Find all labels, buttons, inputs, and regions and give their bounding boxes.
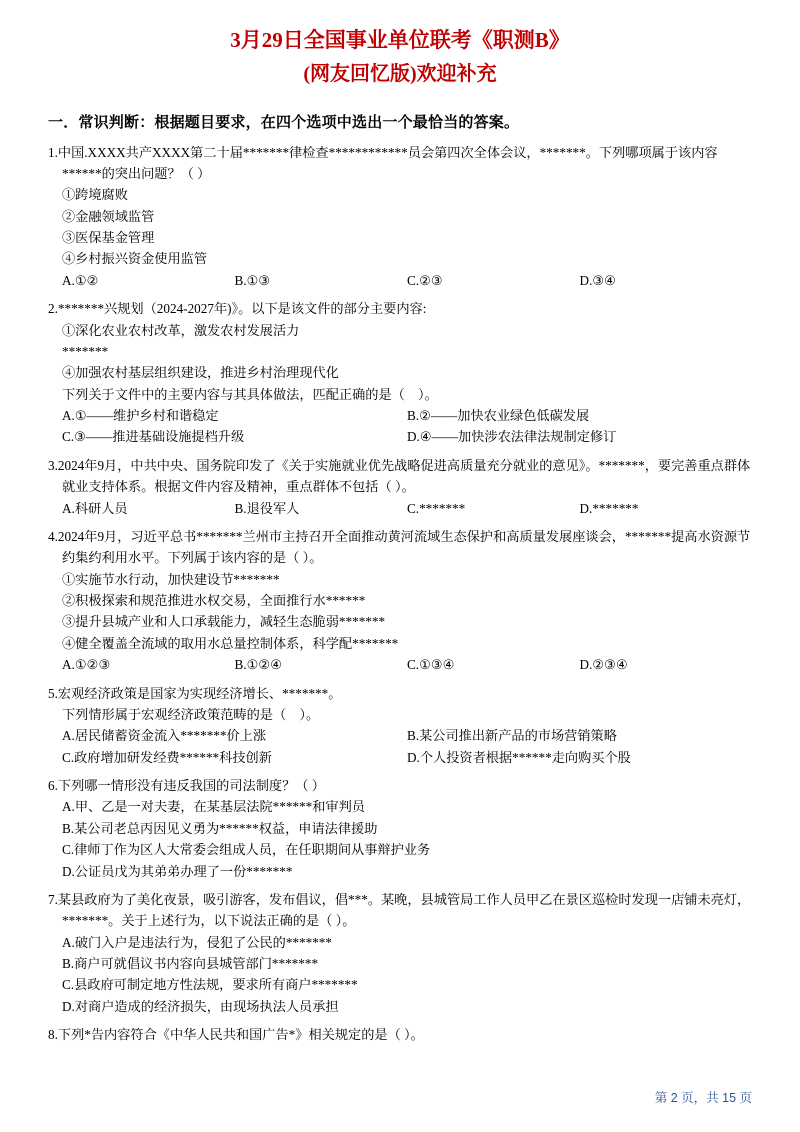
question-line: ③医保基金管理 bbox=[62, 230, 155, 246]
question-stem: 1.中国.XXXX共产XXXX第二十届*******律检查************员会第四次全体会议，*******。下列哪项属于该内容******的突出问题？（ ） bbox=[48, 144, 718, 181]
document-title-line2: (网友回忆版)欢迎补充 bbox=[303, 62, 497, 85]
option-row bbox=[48, 654, 752, 675]
option-a[interactable]: A.居民储蓄资金流入*******价上涨 bbox=[62, 728, 267, 744]
option-c[interactable]: C.政府增加研发经费******科技创新 bbox=[62, 749, 272, 765]
question-item bbox=[48, 889, 752, 1017]
question-line: ③提升县城产业和人口承载能力，减轻生态脆弱******* bbox=[62, 614, 386, 630]
option-d[interactable]: D.④——加快涉农法律法规制定修订 bbox=[407, 429, 617, 445]
question-item bbox=[48, 1024, 752, 1045]
option-row bbox=[48, 747, 752, 768]
question-line: 下列情形属于宏观经济政策范畴的是（ ）。 bbox=[62, 706, 320, 722]
question-stem: 3.2024年9月，中共中央、国务院印发了《关于实施就业优先战略促进高质量充分就业的意见》。*******，要完善重点群体就业支持体系。根据文件内容及精神，重点群体不包括（ ）。 bbox=[48, 457, 751, 495]
option-b[interactable]: B.①②④ bbox=[234, 657, 283, 673]
question-stem: 7.某县政府为了美化夜景，吸引游客，发布倡议，倡***。某晚，县城管局工作人员甲乙在景区巡检时发现一店铺未亮灯，*******。关于上述行为，以下说法正确的是（ ）。 bbox=[48, 891, 751, 929]
question-item bbox=[48, 775, 752, 882]
question-line: ①跨境腐败 bbox=[62, 187, 128, 203]
option-d[interactable]: D.******* bbox=[579, 500, 639, 516]
option-b[interactable]: B.退役军人 bbox=[234, 500, 300, 516]
question-item bbox=[48, 455, 752, 519]
option-d[interactable]: D.②③④ bbox=[579, 657, 628, 673]
question-line: ④健全覆盖全流域的取用水总量控制体系，科学配******* bbox=[62, 635, 399, 651]
option-c[interactable]: C.县政府可制定地方性法规，要求所有商户******* bbox=[62, 977, 358, 993]
question-item bbox=[48, 683, 752, 769]
option-b[interactable]: B.②——加快农业绿色低碳发展 bbox=[407, 408, 590, 424]
option-a[interactable]: A.①——维护乡村和谐稳定 bbox=[62, 408, 219, 424]
option-b[interactable]: B.商户可就倡议书内容向县城管部门******* bbox=[62, 956, 319, 972]
option-b[interactable]: B.某公司老总丙因见义勇为******权益，申请法律援助 bbox=[62, 820, 378, 836]
option-c[interactable]: C.******* bbox=[407, 500, 466, 516]
option-a[interactable]: A.①② bbox=[62, 272, 99, 288]
question-line: ******* bbox=[62, 343, 109, 359]
option-row bbox=[48, 405, 752, 426]
option-a[interactable]: A.破门入户是违法行为，侵犯了公民的******* bbox=[62, 934, 332, 950]
question-stem: 6.下列哪一情形没有违反我国的司法制度？（ ） bbox=[48, 778, 325, 794]
option-d[interactable]: D.③④ bbox=[579, 272, 616, 288]
question-line: 下列关于文件中的主要内容与其具体做法，匹配正确的是（ ）。 bbox=[62, 386, 438, 402]
option-a[interactable]: A.甲、乙是一对夫妻，在某基层法院******和审判员 bbox=[62, 799, 365, 815]
option-c[interactable]: C.②③ bbox=[407, 272, 443, 288]
option-d[interactable]: D.个人投资者根据******走向购买个股 bbox=[407, 749, 631, 765]
question-line: ②金融领域监管 bbox=[62, 208, 155, 224]
option-c[interactable]: C.律师丁作为区人大常委会组成人员，在任职期间从事辩护业务 bbox=[62, 842, 431, 858]
question-item bbox=[48, 298, 752, 448]
option-c[interactable]: C.①③④ bbox=[407, 657, 455, 673]
option-b[interactable]: B.①③ bbox=[234, 272, 271, 288]
question-line: ①深化农业农村改革，激发农村发展活力 bbox=[62, 322, 300, 338]
question-stem: 8.下列*告内容符合《中华人民共和国广告*》相关规定的是（ ）。 bbox=[48, 1027, 424, 1043]
question-line: ④加强农村基层组织建设，推进乡村治理现代化 bbox=[62, 365, 339, 381]
option-c[interactable]: C.③——推进基础设施提档升级 bbox=[62, 429, 245, 445]
question-item bbox=[48, 526, 752, 676]
option-d[interactable]: D.公证员戊为其弟弟办理了一份******* bbox=[62, 863, 293, 879]
option-a[interactable]: A.①②③ bbox=[62, 657, 111, 673]
question-stem: 5.宏观经济政策是国家为实现经济增长、*******。 bbox=[48, 685, 342, 701]
document-title-line1: 3月29日全国事业单位联考《职测B》 bbox=[230, 28, 570, 52]
option-a[interactable]: A.科研人员 bbox=[62, 500, 128, 516]
option-row bbox=[48, 498, 752, 519]
question-stem: 4.2024年9月，习近平总书*******兰州市主持召开全面推动黄河流域生态保护和高质量发展座谈会，*******提高水资源节约集约利用水平。下列属于该内容的是（ ）。 bbox=[48, 528, 751, 566]
question-line: ④乡村振兴资金使用监管 bbox=[62, 251, 208, 267]
question-stem: 2.*******兴规划（2024-2027年)》。以下是该文件的部分主要内容: bbox=[48, 301, 427, 317]
option-b[interactable]: B.某公司推出新产品的市场营销策略 bbox=[407, 728, 617, 744]
option-row bbox=[48, 725, 752, 746]
option-row bbox=[48, 426, 752, 447]
option-row bbox=[48, 270, 752, 291]
question-item bbox=[48, 142, 752, 292]
section-heading: 一．常识判断：根据题目要求，在四个选项中选出一个最恰当的答案。 bbox=[48, 114, 520, 131]
question-line: ①实施节水行动，加快建设节******* bbox=[62, 571, 280, 587]
option-d[interactable]: D.对商户造成的经济损失，由现场执法人员承担 bbox=[62, 998, 339, 1014]
question-line: ②积极探索和规范推进水权交易，全面推行水****** bbox=[62, 593, 366, 609]
page-footer: 第 2 页，共 15 页 bbox=[654, 1091, 752, 1105]
